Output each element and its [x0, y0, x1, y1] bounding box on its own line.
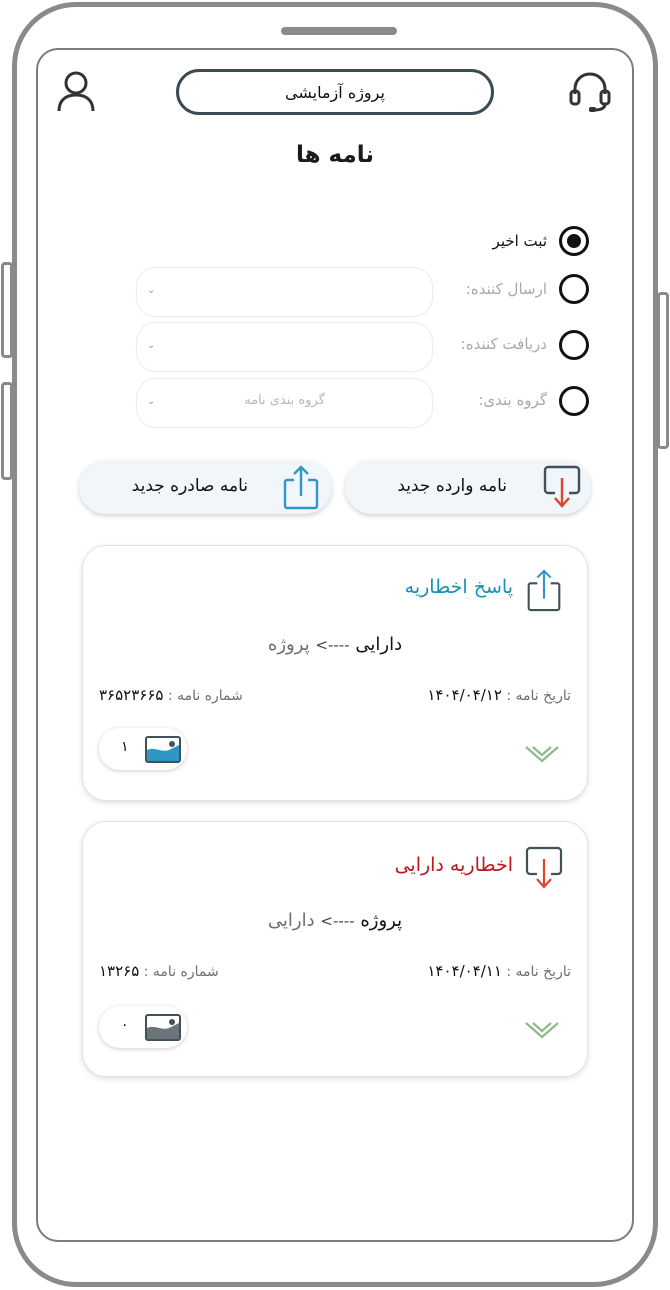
letter-card[interactable]	[82, 545, 588, 801]
letter-to: پروژه	[360, 910, 403, 931]
outgoing-letter-icon	[283, 464, 319, 510]
phone-speaker	[281, 27, 397, 35]
radio-sender-label: ارسال کننده:	[465, 280, 547, 298]
letter-date	[427, 686, 571, 704]
radio-sender[interactable]	[559, 274, 589, 304]
letter-card[interactable]	[82, 821, 588, 1077]
letter-number	[99, 962, 219, 980]
radio-group-label: گروه بندی:	[478, 391, 547, 409]
radio-recent[interactable]	[559, 226, 589, 256]
volume-down-button	[1, 382, 13, 480]
page-title: نامه ها	[295, 142, 375, 168]
letter-route	[83, 634, 587, 655]
attachments-chip[interactable]	[99, 728, 187, 770]
radio-recent-label: ثبت اخیر	[492, 232, 547, 250]
expand-chevron-icon[interactable]	[524, 744, 560, 766]
letter-number-value: ۳۶۵۲۳۶۶۵	[99, 686, 164, 704]
image-icon	[145, 736, 181, 763]
power-button	[657, 292, 669, 449]
incoming-letter-icon	[543, 465, 581, 509]
outgoing-letter-icon	[524, 568, 564, 612]
letter-date-label: تاریخ نامه :	[506, 964, 571, 980]
letter-route	[83, 910, 587, 931]
letter-date-value: ۱۴۰۴/۰۴/۱۲	[427, 686, 502, 704]
chevron-down-icon: ⌄	[147, 285, 156, 296]
sender-select[interactable]	[136, 267, 433, 317]
letter-from: پروژه	[267, 634, 310, 655]
letter-date-value: ۱۴۰۴/۰۴/۱۱	[427, 962, 502, 980]
user-icon[interactable]	[56, 70, 96, 112]
receiver-select[interactable]	[136, 322, 433, 372]
incoming-letter-icon	[524, 846, 564, 890]
letter-number-value: ۱۳۲۶۵	[99, 962, 140, 980]
letter-date	[427, 962, 571, 980]
radio-group[interactable]	[559, 386, 589, 416]
letter-number-label: شماره نامه :	[143, 964, 219, 980]
volume-up-button	[1, 262, 13, 358]
new-incoming-letter-button[interactable]	[345, 460, 591, 514]
new-incoming-label: نامه وارده جدید	[397, 476, 507, 496]
chevron-down-icon: ⌄	[147, 396, 156, 407]
route-arrow: ---->	[315, 636, 350, 654]
letter-number-label: شماره نامه :	[167, 688, 243, 704]
attachments-chip[interactable]	[99, 1006, 187, 1048]
letter-number	[99, 686, 243, 704]
image-icon	[145, 1014, 181, 1041]
attachment-count: ۰	[121, 1017, 129, 1033]
route-arrow: ---->	[320, 912, 355, 930]
letter-title: اخطاریه دارایی	[394, 854, 513, 876]
attachment-count: ۱	[121, 739, 129, 755]
chevron-down-icon: ⌄	[147, 340, 156, 351]
expand-chevron-icon[interactable]	[524, 1020, 560, 1042]
letter-to: دارایی	[355, 634, 403, 655]
letter-from: دارایی	[267, 910, 315, 931]
radio-receiver-label: دریافت کننده:	[460, 335, 547, 353]
headset-icon[interactable]	[568, 70, 612, 114]
group-select-placeholder: گروه بندی نامه	[244, 393, 325, 408]
new-outgoing-label: نامه صادره جدید	[131, 476, 248, 496]
letter-date-label: تاریخ نامه :	[506, 688, 571, 704]
project-name: پروژه آزمایشی	[285, 82, 385, 102]
project-selector[interactable]	[176, 69, 494, 115]
group-select[interactable]	[136, 378, 433, 428]
new-outgoing-letter-button[interactable]	[79, 460, 332, 514]
letter-title: پاسخ اخطاریه	[404, 576, 513, 598]
radio-receiver[interactable]	[559, 330, 589, 360]
